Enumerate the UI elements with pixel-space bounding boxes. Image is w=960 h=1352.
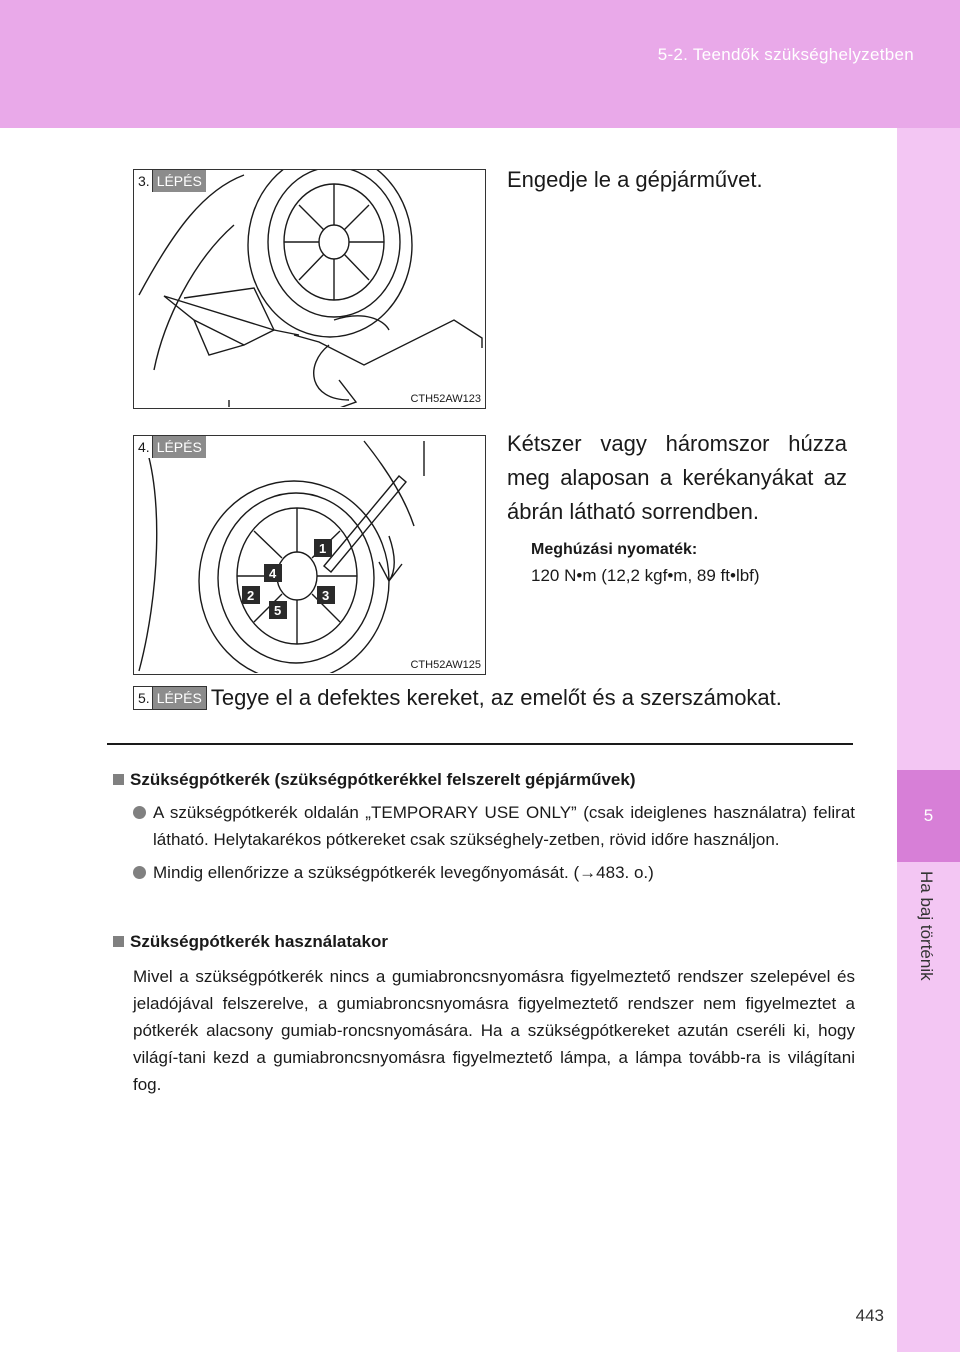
chapter-side-tab — [897, 128, 960, 1352]
step-5-text: Tegye el a defektes kereket, az emelőt és a szerszámokat. — [210, 685, 782, 710]
chapter-number: 5 — [923, 806, 934, 825]
chapter-label: Ha baj történik — [917, 871, 936, 981]
note-spare-tire — [113, 766, 855, 886]
round-bullet-icon — [133, 806, 146, 819]
step-5-row — [133, 685, 782, 711]
figure-code: CTH52AW123 — [410, 393, 481, 405]
nut-order-2: 2 — [247, 588, 255, 603]
nut-order-5: 5 — [274, 603, 282, 618]
step-badge: 3. LÉPÉS — [134, 170, 206, 192]
nut-order-1: 1 — [319, 541, 327, 556]
square-bullet-icon — [113, 774, 124, 785]
note-bullet: A szükségpótkerék oldalán „TEMPORARY USE ONLY” (csak ideiglenes használatra) felirat látható. Helytakarékos pótkereket csak szükséghely-zetben, rövid időre használjon. — [153, 803, 855, 849]
step-badge: 5. LÉPÉS — [133, 686, 207, 710]
note-title: Szükségpótkerék (szükségpótkerékkel felszerelt gépjárművek) — [130, 770, 636, 789]
lower-vehicle-illustration — [134, 170, 485, 407]
section-title: 5-2. Teendők szükséghelyzetben — [657, 45, 914, 64]
note-using-spare — [113, 928, 855, 1098]
figure-tighten-nuts — [133, 435, 486, 675]
figure-code: CTH52AW125 — [410, 659, 481, 671]
nut-order-3: 3 — [322, 588, 330, 603]
note-paragraph: Mivel a szükségpótkerék nincs a gumiabroncsnyomásra figyelmeztető rendszer szelepével és jeladójával felszerelve, a gumiabroncsnyomásra figyelmeztető rendszer nem figyelmeztet a pótkerék alacsony gumiab-roncsnyomására. Ha a szükségpótkereket azután cseréli ki, hogy világí-tani kezd a gumiabroncsnyomásra figyelmeztető lámpa, a lámpa tovább-ra is világítani fog. — [133, 967, 855, 1094]
page-number: 443 — [855, 1306, 884, 1325]
nut-order-4: 4 — [269, 566, 277, 581]
figure-lower-vehicle — [133, 169, 486, 409]
step-badge: 4. LÉPÉS — [134, 436, 206, 458]
step-3-text: Engedje le a gépjárművet. — [507, 167, 763, 192]
divider — [107, 743, 853, 745]
torque-label: Meghúzási nyomaték: — [531, 541, 698, 558]
torque-value: 120 N•m (12,2 kgf•m, 89 ft•lbf) — [531, 566, 760, 585]
step-4-text: Kétszer vagy háromszor húzza meg alaposan a kerékanyákat az ábrán látható sorrendben. — [507, 431, 847, 524]
note-title: Szükségpótkerék használatakor — [130, 932, 388, 951]
note-bullet: Mindig ellenőrizze a szükségpótkerék levegőnyomását. (→483. o.) — [153, 863, 654, 882]
tighten-nuts-illustration — [134, 436, 485, 673]
chapter-number-box[interactable] — [897, 770, 960, 862]
round-bullet-icon — [133, 866, 146, 879]
header-band — [0, 0, 960, 128]
square-bullet-icon — [113, 936, 124, 947]
